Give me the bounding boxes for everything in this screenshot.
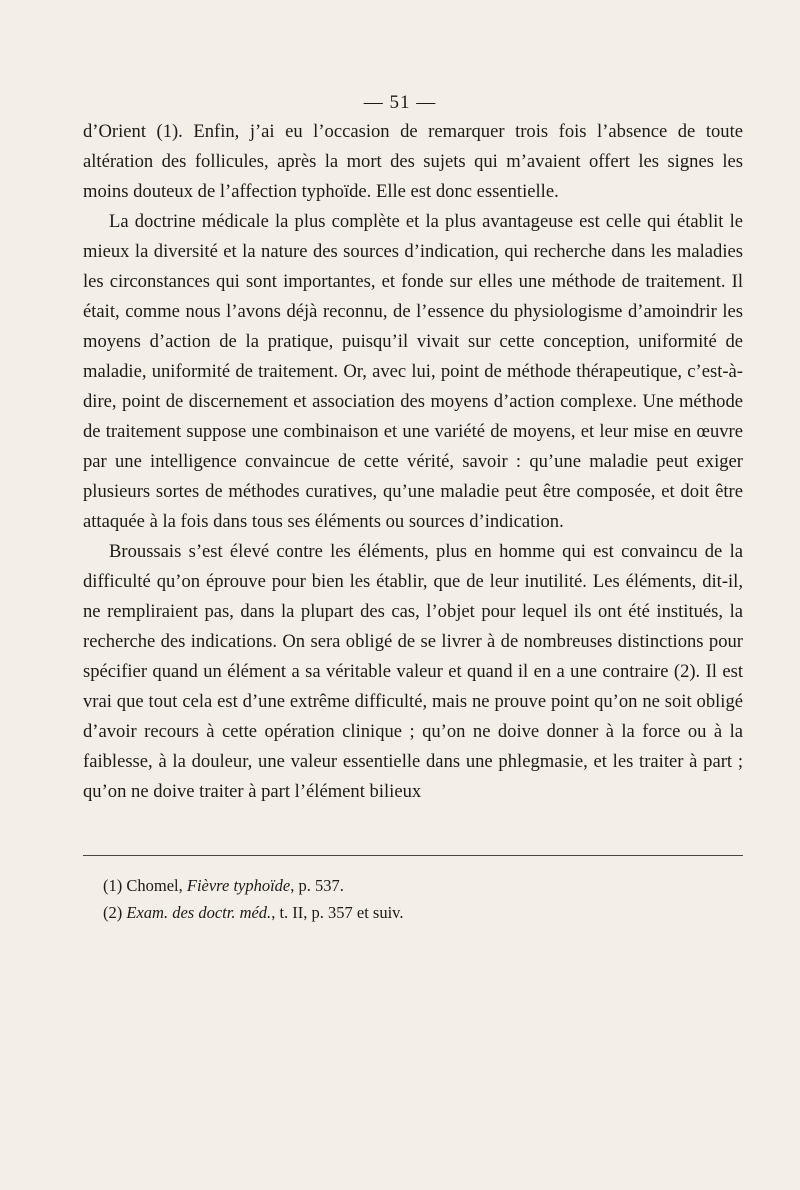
footnote-2-title: Exam. des doctr. méd. xyxy=(126,903,272,922)
footnote-1 xyxy=(103,872,723,899)
footnote-divider xyxy=(83,855,743,856)
paragraph-3: Broussais s’est élevé contre les éléments, plus en homme qui est convaincu de la difficulté qu’on éprouve pour bien les établir, que de leur inutilité. Les éléments, dit-il, ne rempliraient pas, dans la plupart des cas, l’objet pour lequel ils ont été institués, la recherche des indications. On sera obligé de se livrer à de nombreuses distinctions pour spécifier quand un élément a sa véritable valeur et quand il en a une contraire (2). Il est vrai que tout cela est d’une extrême difficulté, mais ne prouve point qu’on ne soit obligé d’avoir recours à cette opération clinique ; qu’on ne doive donner à la force ou à la faiblesse, à la douleur, une valeur essentielle dans une phlegmasie, et les traiter à part ; qu’on ne doive traiter à part l’élément bilieux xyxy=(83,541,743,802)
footnotes xyxy=(103,872,723,926)
page-number: — 51 — xyxy=(363,92,437,113)
footnote-2 xyxy=(103,899,723,926)
body-text xyxy=(83,117,743,807)
footnote-2-mark: (2) xyxy=(103,903,123,922)
footnote-1-rest: , p. 537. xyxy=(290,876,344,895)
footnote-1-mark: (1) xyxy=(103,876,123,895)
paragraph-2: La doctrine médicale la plus complète et la plus avantageuse est celle qui établit le mieux la diversité et la nature des sources d’indication, qui recherche dans les maladies les circonstances qui sont importantes, et fonde sur elles une méthode de traitement. Il était, comme nous l’avons déjà reconnu, de l’essence du physiologisme d’amoindrir les moyens d’action de la pratique, puisqu’il vivait sur cette conception, uniformité de maladie, uniformité de traitement. Or, avec lui, point de méthode thérapeutique, c’est-à-dire, point de discernement et association des moyens d’action complexe. Une méthode de traitement suppose une combinaison et une variété de moyens, et leur mise en œuvre par une intelligence convaincue de cette vérité, savoir : qu’une maladie peut exiger plusieurs sortes de méthodes curatives, qu’une maladie peut être composée, et doit être attaquée à la fois dans tous ses éléments ou sources d’indication. xyxy=(83,211,743,532)
footnote-2-rest: , t. II, p. 357 et suiv. xyxy=(271,903,404,922)
footnote-1-author: Chomel, xyxy=(126,876,183,895)
paragraph-1: d’Orient (1). Enfin, j’ai eu l’occasion de remarquer trois fois l’absence de toute altération des follicules, après la mort des sujets qui m’avaient offert les signes les moins douteux de l’affection typhoïde. Elle est donc essentielle. xyxy=(83,121,743,202)
footnote-1-title: Fièvre typhoïde xyxy=(186,876,291,895)
